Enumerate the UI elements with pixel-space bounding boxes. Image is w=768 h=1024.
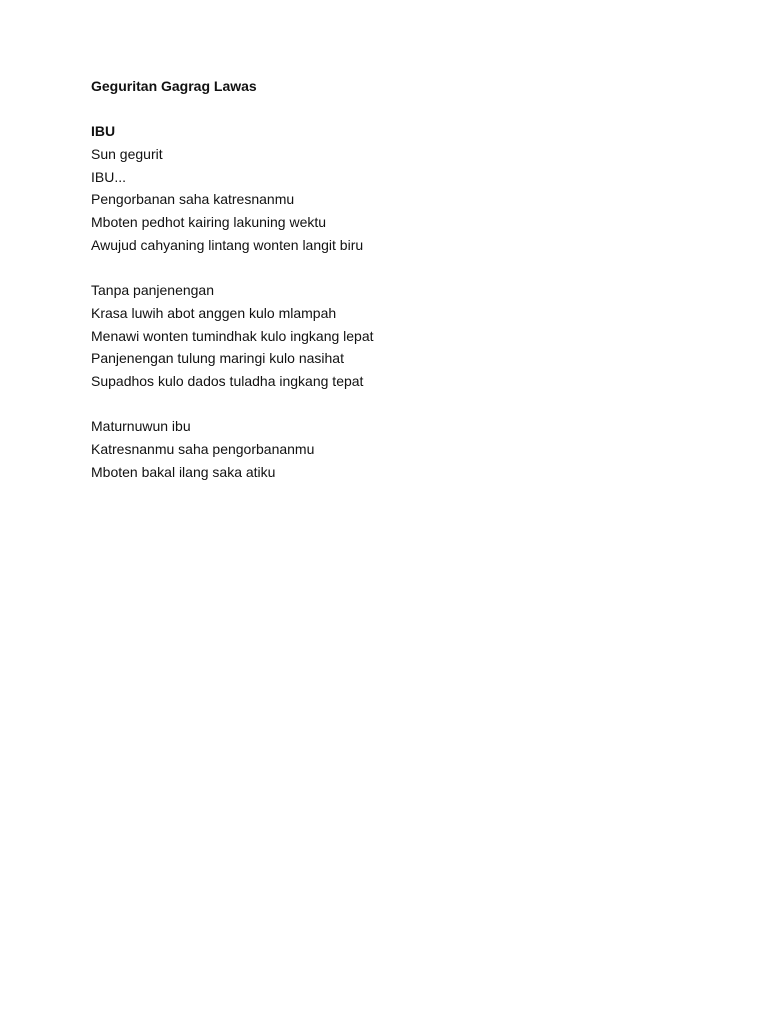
stanza-2	[91, 279, 731, 392]
poem-line: Katresnanmu saha pengorbananmu	[91, 441, 315, 457]
poem-line: Menawi wonten tumindhak kulo ingkang lepat	[91, 327, 374, 344]
document-content	[91, 75, 731, 483]
document-title: Geguritan Gagrag Lawas	[91, 78, 257, 94]
poem-line: IBU...	[91, 168, 127, 185]
stanza-1	[91, 143, 731, 256]
stanza-spacer	[91, 393, 731, 416]
poem-line: Maturnuwun ibu	[91, 418, 191, 435]
poem-line: Pengorbanan saha katresnanmu	[91, 191, 295, 208]
stanza-3	[91, 415, 731, 483]
poem-line: Mboten bakal ilang saka atiku	[91, 463, 276, 480]
poem-line: Awujud cahyaning lintang wonten langit biru	[91, 236, 364, 253]
stanza-spacer	[91, 257, 731, 280]
poem-line: Sun gegurit	[91, 146, 163, 163]
spacer	[91, 98, 731, 121]
poem-line: Mboten pedhot kairing lakuning wektu	[91, 214, 327, 231]
poem-line: Supadhos kulo dados tuladha ingkang tepat	[91, 372, 364, 389]
poem-line: Krasa luwih abot anggen kulo mlampah	[91, 304, 337, 321]
poem-line: Tanpa panjenengan	[91, 282, 215, 299]
poem-title: IBU	[91, 123, 116, 140]
poem-line: Panjenengan tulung maringi kulo nasihat	[91, 350, 344, 367]
